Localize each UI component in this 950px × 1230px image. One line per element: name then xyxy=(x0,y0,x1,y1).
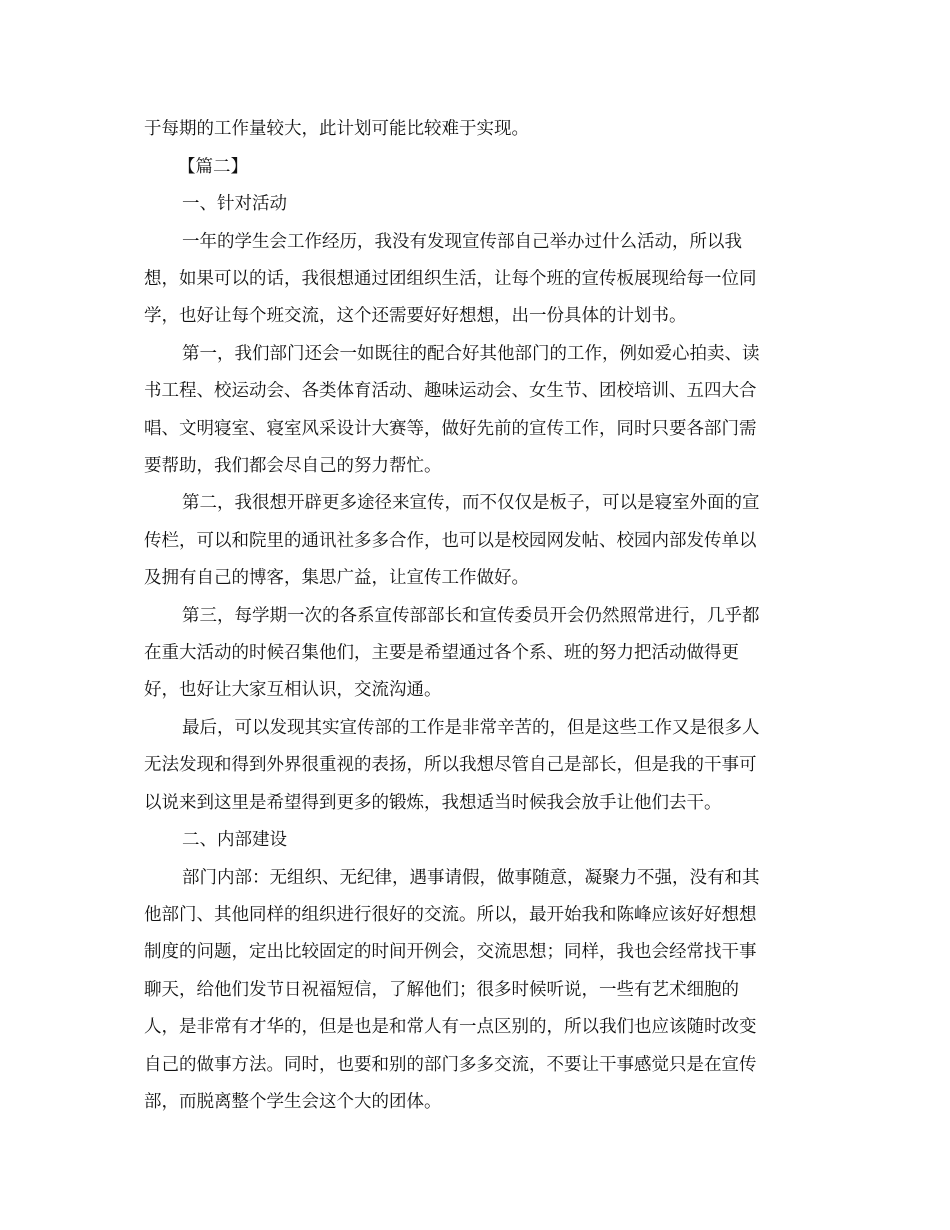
text-line-6: 学，也好让每个班交流，这个还需要好好想想，出一份具体的计划书。 xyxy=(144,306,687,326)
text-line-27: 部，而脱离整个学生会这个大的团体。 xyxy=(144,1092,442,1112)
text-line-7: 第一，我们部门还会一如既往的配合好其他部门的工作，例如爱心拍卖、读 xyxy=(182,344,760,364)
heading-activities: 一、针对活动 xyxy=(182,194,287,214)
text-line-14: 第三，每学期一次的各系宣传部部长和宣传委员开会仍然照常进行，几乎都 xyxy=(182,606,760,626)
text-line-25: 人，是非常有才华的，但是也是和常人有一点区别的，所以我们也应该随时改变 xyxy=(144,1017,757,1037)
text-line-17: 最后，可以发现其实宣传部的工作是非常辛苦的，但是这些工作又是很多人 xyxy=(182,718,760,738)
text-line-15: 在重大活动的时候召集他们，主要是希望通过各个系、班的努力把活动做得更 xyxy=(144,643,739,663)
text-line-22: 他部门、其他同样的组织进行很好的交流。所以，最开始我和陈峰应该好好想想 xyxy=(144,905,757,925)
text-line-26: 自己的做事方法。同时，也要和别的部门多多交流，不要让干事感觉只是在宣传 xyxy=(144,1055,757,1075)
text-line-18: 无法发现和得到外界很重视的表扬，所以我想尽管自己是部长，但是我的干事可 xyxy=(144,755,757,775)
text-line-11: 第二，我很想开辟更多途径来宣传，而不仅仅是板子，可以是寝室外面的宣 xyxy=(182,493,760,513)
text-line-13: 及拥有自己的博客，集思广益，让宣传工作做好。 xyxy=(144,568,529,588)
text-line-19: 以说来到这里是希望得到更多的锻炼，我想适当时候我会放手让他们去干。 xyxy=(144,793,722,813)
text-line-10: 要帮助，我们都会尽自己的努力帮忙。 xyxy=(144,456,442,476)
text-line-8: 书工程、校运动会、各类体育活动、趣味运动会、女生节、团校培训、五四大合 xyxy=(144,381,757,401)
text-line-24: 聊天，给他们发节日祝福短信，了解他们；很多时候听说，一些有艺术细胞的 xyxy=(144,980,739,1000)
section-heading-part-two: 【篇二】 xyxy=(178,157,248,177)
heading-internal-building: 二、内部建设 xyxy=(182,830,287,850)
text-line-5: 想，如果可以的话，我很想通过团组织生活，让每个班的宣传板展现给每一位同 xyxy=(144,269,757,289)
text-line-16: 好，也好让大家互相认识，交流沟通。 xyxy=(144,680,442,700)
text-line-12: 传栏，可以和院里的通讯社多多合作，也可以是校园网发帖、校园内部发传单以 xyxy=(144,531,757,551)
text-line-23: 制度的问题，定出比较固定的时间开例会，交流思想；同样，我也会经常找干事 xyxy=(144,942,757,962)
text-line-4: 一年的学生会工作经历，我没有发现宣传部自己举办过什么活动，所以我 xyxy=(182,232,742,252)
text-line-1: 于每期的工作量较大，此计划可能比较难于实现。 xyxy=(144,119,529,139)
text-line-9: 唱、文明寝室、寝室风采设计大赛等，做好先前的宣传工作，同时只要各部门需 xyxy=(144,419,757,439)
text-line-21: 部门内部：无组织、无纪律，遇事请假，做事随意，凝聚力不强，没有和其 xyxy=(182,868,760,888)
